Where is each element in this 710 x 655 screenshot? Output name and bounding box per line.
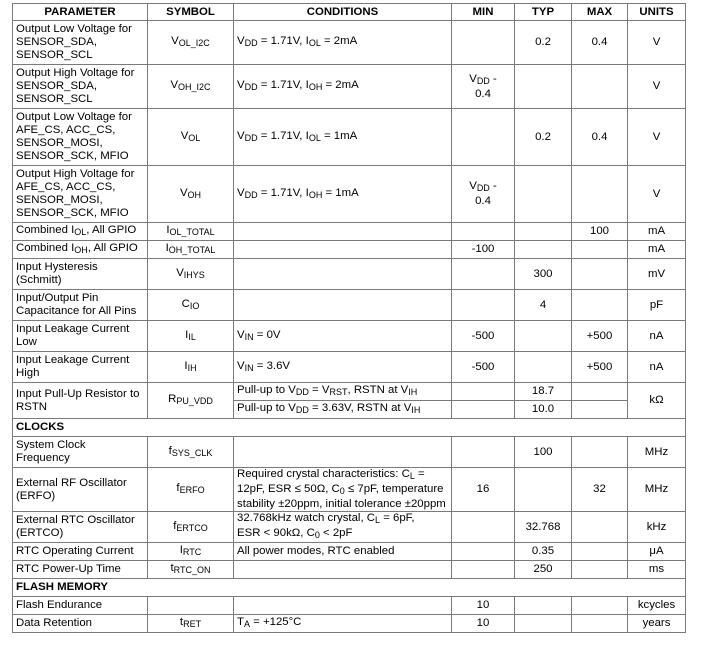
symbol-cell: $V_{OL}$	[148, 109, 234, 166]
subscript: IH	[187, 362, 197, 373]
typ-cell: 300	[515, 259, 572, 290]
conditions-cell: $T_A = +125^\circ C$	[234, 615, 452, 633]
subscript: OH	[74, 245, 88, 255]
conditions-cell	[234, 290, 452, 321]
subscript: OH_TOTAL	[168, 245, 216, 255]
units-cell: kcycles	[628, 597, 686, 615]
symbol-cell	[148, 597, 234, 615]
max-cell	[572, 383, 628, 401]
typ-cell	[515, 223, 572, 241]
units-cell: V	[628, 21, 686, 65]
table-row	[13, 321, 686, 352]
min-cell	[452, 290, 515, 321]
symbol-cell: $R_{PU\_VDD}$	[148, 383, 234, 419]
subscript: OH_I2C	[178, 82, 211, 92]
col-header-symbol: SYMBOL	[148, 4, 234, 21]
max-cell: 100	[572, 223, 628, 241]
min-cell	[452, 383, 515, 401]
col-header-parameter: PARAMETER	[13, 4, 148, 21]
table-body	[13, 21, 686, 633]
table-row	[13, 383, 686, 401]
conditions-cell	[234, 437, 452, 468]
typ-cell	[515, 468, 572, 512]
max-cell	[572, 561, 628, 579]
conditions-cell: Required crystal characteristics: $C_L$ = 12pF, ESR ≤ 50Ω, $C_0 \le 7pF$, temperature stability ±20ppm, initial tolerance ±20ppm	[234, 468, 452, 512]
typ-cell: 100	[515, 437, 572, 468]
table-row	[13, 259, 686, 290]
symbol-cell: $t_{RET}$	[148, 615, 234, 633]
subscript: A	[243, 619, 250, 629]
subscript: IN	[244, 362, 254, 373]
subscript: L	[375, 515, 381, 525]
subscript: RET	[183, 619, 202, 629]
conditions-cell: $V_{DD} = 1.71V$, $I_{OL} = 2mA$	[234, 21, 452, 65]
section-clocks	[13, 419, 686, 437]
table-row	[13, 241, 686, 259]
max-cell: +500	[572, 352, 628, 383]
units-cell: μA	[628, 543, 686, 561]
typ-cell: 18.7	[515, 383, 572, 401]
max-cell	[572, 543, 628, 561]
max-cell	[572, 512, 628, 543]
max-cell: 32	[572, 468, 628, 512]
subscript: OL_TOTAL	[169, 227, 215, 237]
col-header-max: MAX	[572, 4, 628, 21]
symbol-cell: $f_{SYS\_CLK}$	[148, 437, 234, 468]
conditions-cell: $V_{IN} = 3.6V$	[234, 352, 452, 383]
parameter-cell: Data Retention	[13, 615, 148, 633]
units-cell: V	[628, 166, 686, 223]
subscript: OH	[187, 189, 202, 200]
min-cell: -100	[452, 241, 515, 259]
header-row	[13, 4, 686, 21]
conditions-cell	[234, 259, 452, 290]
conditions-cell	[234, 597, 452, 615]
min-cell	[452, 21, 515, 65]
table-row	[13, 223, 686, 241]
parameter-cell: Combined $I_{OL}$, All GPIO	[13, 223, 148, 241]
parameter-cell: Input Leakage Current Low	[13, 321, 148, 352]
table-row	[13, 543, 686, 561]
max-cell	[572, 65, 628, 109]
subscript: OL	[308, 132, 321, 143]
max-cell	[572, 615, 628, 633]
max-cell	[572, 437, 628, 468]
subscript: ERTCO	[176, 522, 208, 533]
table-row	[13, 437, 686, 468]
symbol-cell: $I_{RTC}$	[148, 543, 234, 561]
min-cell: -500	[452, 352, 515, 383]
max-cell	[572, 290, 628, 321]
min-cell	[452, 543, 515, 561]
section-title: CLOCKS	[13, 419, 686, 437]
min-cell: 16	[452, 468, 515, 512]
min-cell	[452, 109, 515, 166]
parameter-cell: External RF Oscillator (ERFO)	[13, 468, 148, 512]
typ-cell: 10.0	[515, 401, 572, 419]
subscript: 0	[339, 486, 345, 496]
subscript: DD	[244, 189, 258, 200]
subscript: DD	[244, 38, 258, 48]
typ-cell	[515, 352, 572, 383]
symbol-cell: $I_{IH}$	[148, 352, 234, 383]
symbol-cell: $I_{IL}$	[148, 321, 234, 352]
subscript: DD	[244, 132, 258, 143]
subscript: RTC	[182, 547, 202, 557]
units-cell: MHz	[628, 468, 686, 512]
parameter-cell: External RTC Oscillator (ERTCO)	[13, 512, 148, 543]
typ-cell: 250	[515, 561, 572, 579]
table-row	[13, 352, 686, 383]
typ-cell: 0.2	[515, 21, 572, 65]
parameter-cell: Output Low Voltage for AFE_CS, ACC_CS, SENSOR_MOSI, SENSOR_SCK, MFIO	[13, 109, 148, 166]
min-cell: $V_{DD}$ - 0.4	[452, 65, 515, 109]
parameter-cell: Output High Voltage for AFE_CS, ACC_CS, SENSOR_MOSI, SENSOR_SCK, MFIO	[13, 166, 148, 223]
conditions-cell: 32.768kHz watch crystal, $C_L = 6pF$, ESR < 90kΩ, $C_0 < 2pF$	[234, 512, 452, 543]
min-cell	[452, 561, 515, 579]
max-cell	[572, 259, 628, 290]
conditions-cell: Pull-up to $V_{DD} = 3.63V$, RSTN at $V_{IH}$	[234, 401, 452, 419]
subscript: IH	[411, 405, 421, 415]
conditions-cell	[234, 223, 452, 241]
parameter-cell: RTC Operating Current	[13, 543, 148, 561]
subscript: IHYS	[183, 269, 205, 280]
units-cell: pF	[628, 290, 686, 321]
conditions-cell	[234, 241, 452, 259]
conditions-cell: $V_{DD} = 1.71V$, $I_{OL} = 1mA$	[234, 109, 452, 166]
subscript: ERFO	[179, 485, 205, 495]
parameter-cell: Combined $I_{OH}$, All GPIO	[13, 241, 148, 259]
symbol-cell: $V_{IHYS}$	[148, 259, 234, 290]
subscript: IH	[408, 387, 418, 397]
subscript: L	[409, 471, 415, 481]
units-cell: mA	[628, 241, 686, 259]
conditions-cell	[234, 561, 452, 579]
min-cell	[452, 437, 515, 468]
units-cell: kHz	[628, 512, 686, 543]
conditions-cell: $V_{DD} = 1.71V$, $I_{OH} = 1mA$	[234, 166, 452, 223]
subscript: OL	[308, 38, 321, 48]
col-header-min: MIN	[452, 4, 515, 21]
conditions-cell: $V_{IN} = 0V$	[234, 321, 452, 352]
max-cell	[572, 241, 628, 259]
parameter-cell: Input/Output Pin Capacitance for All Pins	[13, 290, 148, 321]
max-cell: +500	[572, 321, 628, 352]
subscript: DD	[476, 75, 490, 86]
max-cell	[572, 401, 628, 419]
subscript: OH	[308, 189, 323, 200]
conditions-cell: All power modes, RTC enabled	[234, 543, 452, 561]
units-cell: nA	[628, 352, 686, 383]
conditions-cell: Pull-up to $V_{DD} = V_{RST}$, RSTN at $V_{IH}$	[234, 383, 452, 401]
typ-cell	[515, 166, 572, 223]
electrical-characteristics-table	[12, 3, 686, 633]
symbol-cell: $I_{OH\_TOTAL}$	[148, 241, 234, 259]
table-row	[13, 166, 686, 223]
typ-cell	[515, 321, 572, 352]
min-cell	[452, 512, 515, 543]
max-cell: 0.4	[572, 109, 628, 166]
units-cell: mV	[628, 259, 686, 290]
symbol-cell: $I_{OL\_TOTAL}$	[148, 223, 234, 241]
units-cell: MHz	[628, 437, 686, 468]
subscript: DD	[244, 82, 258, 92]
typ-cell: 0.35	[515, 543, 572, 561]
parameter-cell: Output Low Voltage for SENSOR_SDA, SENSOR_SCL	[13, 21, 148, 65]
conditions-cell: $V_{DD} = 1.71V$, $I_{OH} = 2mA$	[234, 65, 452, 109]
subscript: OL	[74, 227, 87, 237]
units-cell: ms	[628, 561, 686, 579]
symbol-cell: $C_{IO}$	[148, 290, 234, 321]
units-cell: mA	[628, 223, 686, 241]
subscript: OL_I2C	[178, 38, 210, 48]
symbol-cell: $t_{RTC\_ON}$	[148, 561, 234, 579]
min-cell	[452, 259, 515, 290]
subscript: PU_VDD	[176, 396, 213, 406]
typ-cell	[515, 597, 572, 615]
subscript: DD	[476, 183, 490, 193]
symbol-cell: $f_{ERFO}$	[148, 468, 234, 512]
max-cell	[572, 166, 628, 223]
parameter-cell: Flash Endurance	[13, 597, 148, 615]
min-cell: 10	[452, 597, 515, 615]
subscript: IN	[244, 331, 254, 342]
parameter-cell: Input Pull-Up Resistor to RSTN	[13, 383, 148, 419]
table-row	[13, 615, 686, 633]
units-cell: V	[628, 65, 686, 109]
col-header-conditions: CONDITIONS	[234, 4, 452, 21]
units-cell: kΩ	[628, 383, 686, 419]
table-row	[13, 65, 686, 109]
section-flash-memory	[13, 579, 686, 597]
parameter-cell: Input Hysteresis (Schmitt)	[13, 259, 148, 290]
subscript: IL	[188, 331, 196, 342]
min-cell: $V_{DD}$ - 0.4	[452, 166, 515, 223]
subscript: OL	[188, 132, 201, 143]
col-header-typ: TYP	[515, 4, 572, 21]
parameter-cell: Input Leakage Current High	[13, 352, 148, 383]
min-cell	[452, 223, 515, 241]
table-row	[13, 597, 686, 615]
parameter-cell: Output High Voltage for SENSOR_SDA, SENSOR_SCL	[13, 65, 148, 109]
col-header-units: UNITS	[628, 4, 686, 21]
table-row	[13, 109, 686, 166]
section-title: FLASH MEMORY	[13, 579, 686, 597]
min-cell	[452, 401, 515, 419]
subscript: IO	[189, 300, 200, 311]
subscript: OH	[308, 82, 323, 92]
typ-cell: 32.768	[515, 512, 572, 543]
symbol-cell: $V_{OH\_I2C}$	[148, 65, 234, 109]
subscript: SYS_CLK	[171, 447, 213, 458]
typ-cell: 4	[515, 290, 572, 321]
table-row	[13, 290, 686, 321]
typ-cell	[515, 241, 572, 259]
units-cell: nA	[628, 321, 686, 352]
min-cell: -500	[452, 321, 515, 352]
parameter-cell: System Clock Frequency	[13, 437, 148, 468]
symbol-cell: $V_{OL\_I2C}$	[148, 21, 234, 65]
typ-cell: 0.2	[515, 109, 572, 166]
table-row	[13, 21, 686, 65]
table-row	[13, 561, 686, 579]
subscript: 0	[314, 530, 320, 540]
symbol-cell: $f_{ERTCO}$	[148, 512, 234, 543]
min-cell: 10	[452, 615, 515, 633]
subscript: RTC_ON	[173, 565, 211, 575]
subscript: DD	[295, 405, 309, 415]
symbol-cell: $V_{OH}$	[148, 166, 234, 223]
typ-cell	[515, 615, 572, 633]
subscript: DD	[295, 387, 309, 397]
units-cell: V	[628, 109, 686, 166]
table-row	[13, 512, 686, 543]
max-cell	[572, 597, 628, 615]
parameter-cell: RTC Power-Up Time	[13, 561, 148, 579]
table-row	[13, 468, 686, 512]
typ-cell	[515, 65, 572, 109]
subscript: RST	[329, 387, 348, 397]
max-cell: 0.4	[572, 21, 628, 65]
units-cell: years	[628, 615, 686, 633]
